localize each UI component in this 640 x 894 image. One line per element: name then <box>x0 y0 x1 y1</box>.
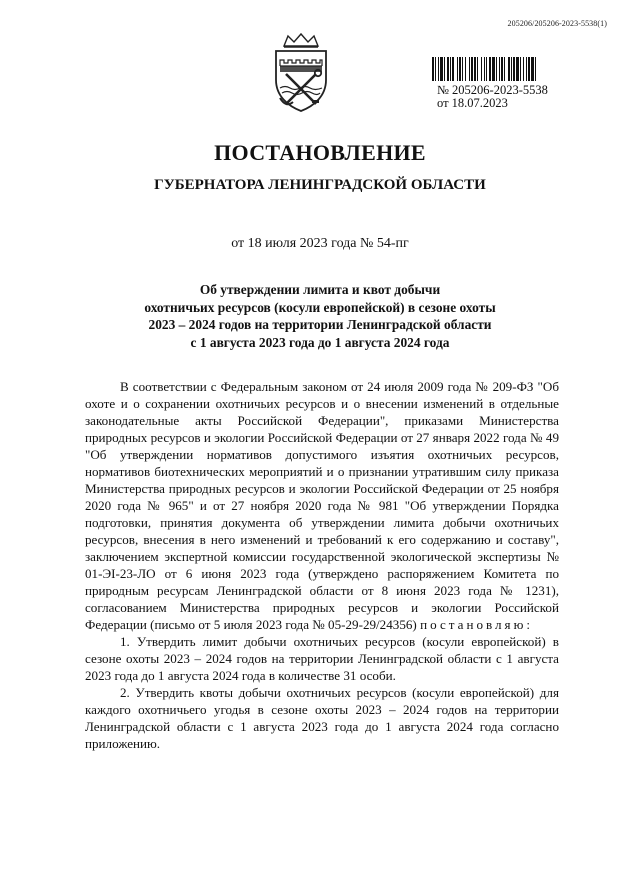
document-date-number: от 18 июля 2023 года № 54-пг <box>231 236 409 251</box>
item-paragraph: 1. Утвердить лимит добычи охотничьих ресурсов (косули европейской) в сезоне охоты 2023 – 2024 годов на территории Ленинградской области с 1 августа 2023 года до 1 августа 2024 года в количестве 31 особи. <box>85 634 559 683</box>
barcode-icon <box>432 57 583 81</box>
document-ref-code: 205206/205206-2023-5538(1) <box>507 19 607 28</box>
heading-line: 2023 – 2024 годов на территории Ленинградской области <box>148 317 492 332</box>
resolve-word: постановляю: <box>420 617 533 632</box>
document-subtitle: ГУБЕРНАТОРА ЛЕНИНГРАДСКОЙ ОБЛАСТИ <box>154 177 486 193</box>
document-title: ПОСТАНОВЛЕНИЕ <box>214 140 426 165</box>
registration-date: от 18.07.2023 <box>437 96 508 110</box>
document-heading <box>80 281 560 351</box>
item-paragraph: 2. Утвердить квоты добычи охотничьих ресурсов (косули европейской) для каждого охотничьего угодья в сезоне охоты 2023 – 2024 годов на территории Ленинградской области с 1 августа 2023 года до 1 августа 2024 года согласно приложению. <box>85 685 559 751</box>
preamble-paragraph <box>85 378 559 633</box>
preamble-text: В соответствии с Федеральным законом от 24 июля 2009 года № 209-ФЗ "Об охоте и о сохранении охотничьих ресурсов и о внесении изменений в отдельные законодательные акты Российской Федерации", приказами Министерства природных ресурсов и экологии Российской Федерации от 27 января 2022 года № 49 "Об утверждении нормативов допустимого изъятия охотничьих ресурсов, нормативов биотехнических мероприятий и о признании утратившим силу приказа Министерства природных ресурсов и экологии Российской Федерации от 25 ноября 2020 года № 965" и от 27 ноября 2020 года № 981 "Об утверждении Порядка подготовки, принятия документа об утверждении лимита добычи охотничьих ресурсов, внесения в него изменений и требований к его содержанию и составу", заключением экспертной комиссии государственной экологической экспертизы № 01-ЭІ-23-ЛО от 6 июня 2023 года (утверждено распоряжением Комитета по природным ресурсам Ленинградской области от 8 июня 2023 года № 1231), согласованием Министерства природных ресурсов и экологии Российской Федерации (письмо от 5 июля 2023 года № 05-29-29/24356) <box>85 379 559 632</box>
document-body <box>85 378 559 752</box>
heading-line: с 1 августа 2023 года до 1 августа 2024 года <box>190 334 450 350</box>
heading-line: охотничьих ресурсов (косули европейской) в сезоне охоты <box>144 299 496 315</box>
leningrad-oblast-coat-of-arms-icon <box>266 32 336 114</box>
registration-number: № 205206-2023-5538 <box>437 83 548 97</box>
registration-block <box>437 84 548 110</box>
heading-line: Об утверждении лимита и квот добычи <box>199 282 441 297</box>
